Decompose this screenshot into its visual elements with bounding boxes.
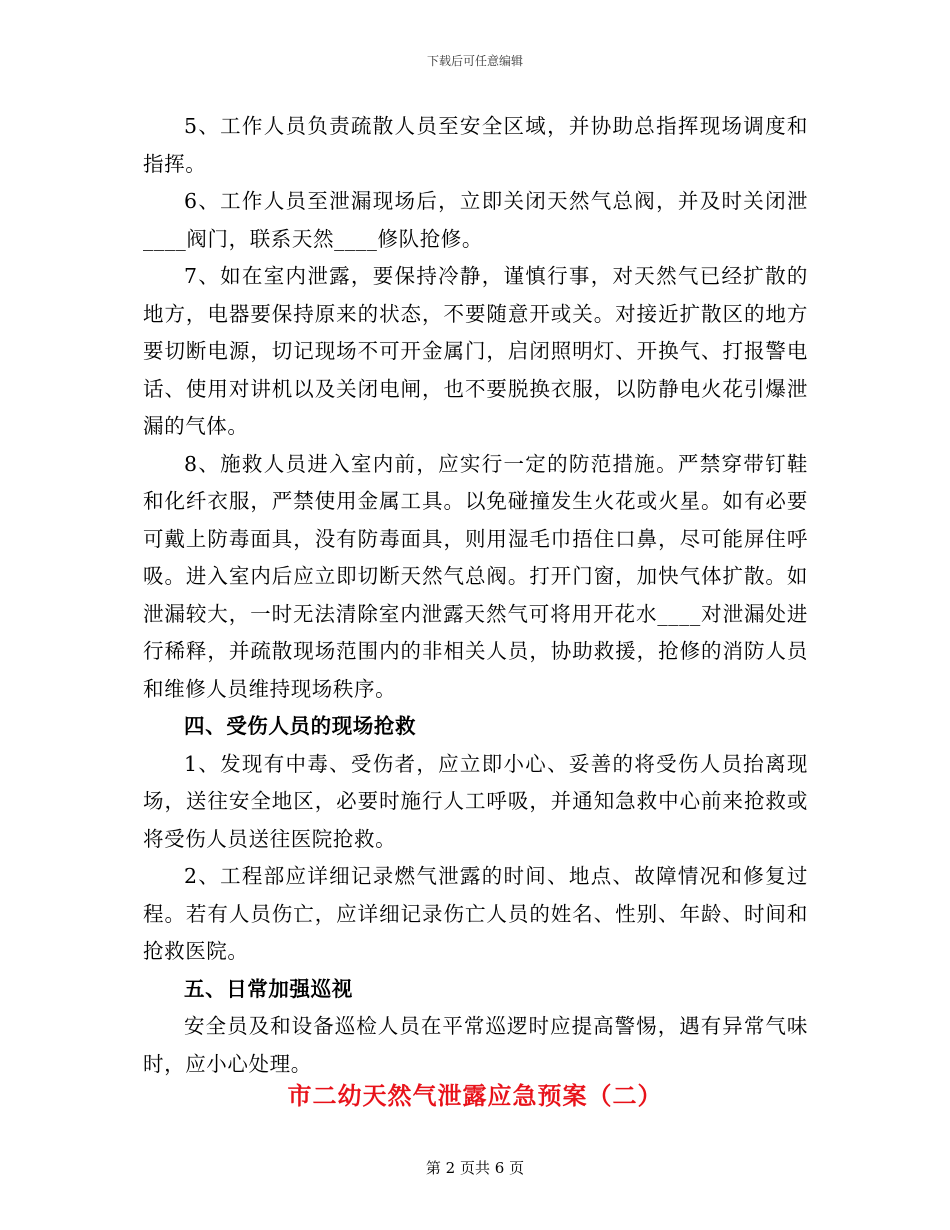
- paragraph-item-7: 7、如在室内泄露，要保持冷静，谨慎行事，对天然气已经扩散的地方，电器要保持原来的状态，不要随意开或关。对接近扩散区的地方要切断电源，切记现场不可开金属门，启闭照明灯、开换气、打报警电话、使用对讲机以及关闭电闸，也不要脱换衣服，以防静电火花引爆泄漏的气体。: [143, 264, 808, 438]
- next-document-title: 市二幼天然气泄露应急预案（二）: [287, 1081, 663, 1110]
- paragraph-item-5: 5、工作人员负责疏散人员至安全区域，并协助总指挥现场调度和指挥。: [143, 114, 808, 176]
- page-header-note: 下载后可任意编辑: [426, 54, 523, 68]
- paragraph-item-8: 8、施救人员进入室内前，应实行一定的防范措施。严禁穿带钉鞋和化纤衣服，严禁使用金属工具。以免碰撞发生火花或火星。如有必要可戴上防毒面具，没有防毒面具，则用湿毛巾捂住口鼻，尽可能屏住呼吸。进入室内后应立即切断天然气总阀。打开门窗，加快气体扩散。如泄漏较大，一时无法清除室内泄露天然气可将用开花水____对泄漏处进行稀释，并疏散现场范围内的非相关人员，协助救援，抢修的消防人员和维修人员维持现场秩序。: [143, 451, 808, 701]
- page-number-footer: 第 2 页共 6 页: [425, 1159, 525, 1177]
- rescue-paragraph-2: 2、工程部应详细记录燃气泄露的时间、地点、故障情况和修复过程。若有人员伤亡，应详细记录伤亡人员的姓名、性别、年龄、时间和抢救医院。: [143, 864, 808, 963]
- section-heading-daily-patrol: 五、日常加强巡视: [184, 976, 353, 1001]
- section-heading-injured-rescue: 四、受伤人员的现场抢救: [184, 714, 417, 738]
- paragraph-item-6: 6、工作人员至泄漏现场后，立即关闭天然气总阀，并及时关闭泄____阀门，联系天然____修队抢修。: [143, 189, 808, 251]
- patrol-paragraph: 安全员及和设备巡检人员在平常巡逻时应提高警惕，遇有异常气味时，应小心处理。: [143, 1014, 808, 1076]
- rescue-paragraph-1: 1、发现有中毒、受伤者，应立即小心、妥善的将受伤人员抬离现场，送往安全地区，必要时施行人工呼吸，并通知急救中心前来抢救或将受伤人员送往医院抢救。: [143, 751, 808, 851]
- document-body: [143, 108, 808, 1083]
